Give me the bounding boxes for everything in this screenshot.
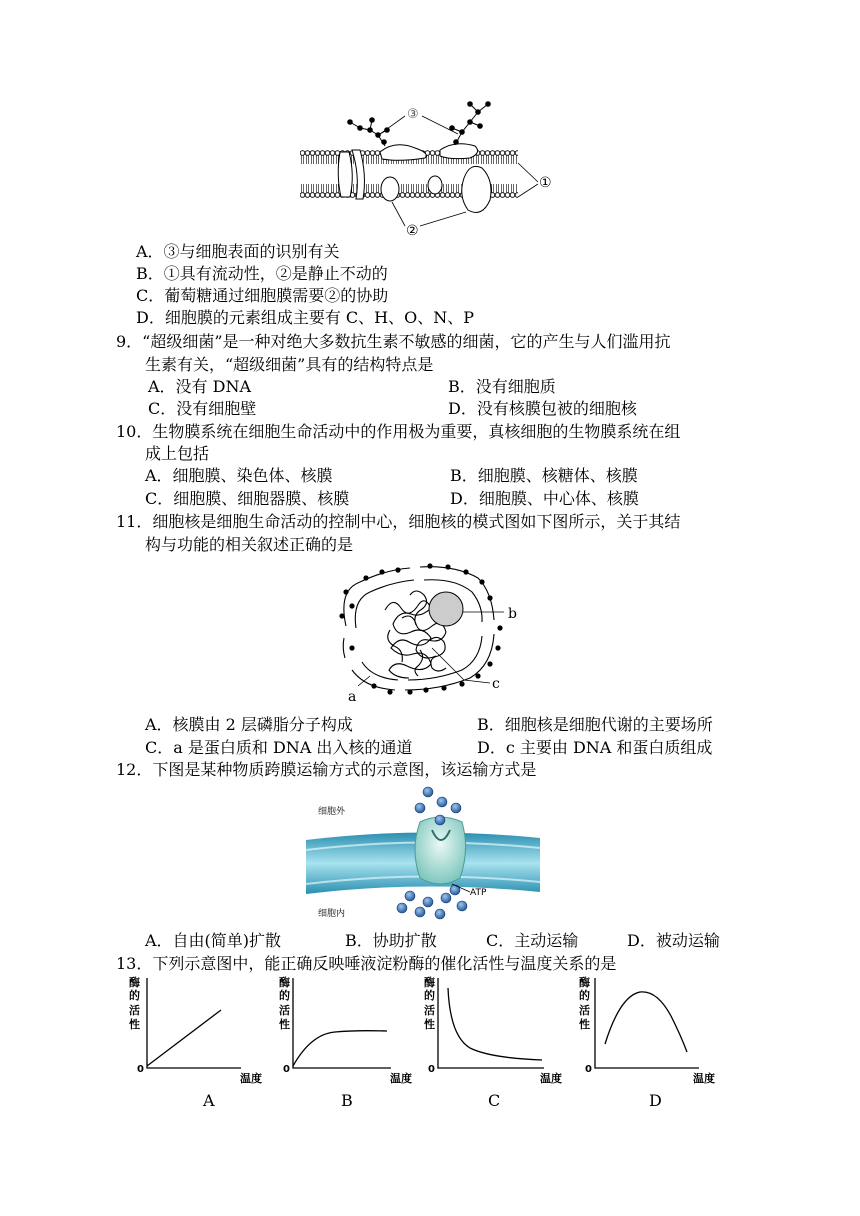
nucleus-label-a: a <box>348 689 357 705</box>
fig8-label-2: ② <box>406 223 419 239</box>
graph-c-label: C <box>488 1091 501 1110</box>
q13-stem: 13．下列示意图中，能正确反映唾液淀粉酶的催化活性与温度关系的是 <box>116 954 617 973</box>
nucleus-label-c: c <box>492 676 500 692</box>
transport-label-atp: ATP <box>470 888 487 898</box>
graph-a-origin: 0 <box>137 1064 144 1075</box>
graph-a-ylabel-2: 的 <box>129 989 140 1002</box>
q11-option-d: D．c 主要由 DNA 和蛋白质组成 <box>477 738 713 757</box>
graph-d-ylabel-3: 活 <box>579 1004 590 1017</box>
graph-a-ylabel-3: 活 <box>129 1004 140 1017</box>
graph-c-ylabel-4: 性 <box>424 1018 435 1031</box>
q8-option-a: A．③与细胞表面的识别有关 <box>136 242 340 261</box>
q11-option-b: B．细胞核是细胞代谢的主要场所 <box>477 715 713 734</box>
graph-d-label: D <box>649 1091 662 1110</box>
graph-b-label: B <box>341 1091 353 1110</box>
q9-option-d: D．没有核膜包被的细胞核 <box>448 399 637 418</box>
q10-stem-line2: 成上包括 <box>145 444 210 463</box>
graph-c <box>420 976 570 1112</box>
graph-a-ylabel-4: 性 <box>129 1018 140 1031</box>
graph-d-xlabel: 温度 <box>693 1072 715 1085</box>
q10-option-c: C．细胞膜、细胞器膜、核膜 <box>145 489 350 508</box>
graph-d-ylabel-1: 酶 <box>579 976 590 989</box>
q10-option-b: B．细胞膜、核糖体、核膜 <box>450 466 638 485</box>
fig8-label-1: ① <box>539 175 552 191</box>
q11-stem-line2: 构与功能的相关叙述正确的是 <box>145 535 354 554</box>
q8-option-b: B．①具有流动性，②是静止不动的 <box>136 264 388 283</box>
q12-stem: 12．下图是某种物质跨膜运输方式的示意图，该运输方式是 <box>116 760 537 779</box>
graph-c-ylabel-3: 活 <box>424 1004 435 1017</box>
q10-option-a: A．细胞膜、染色体、核膜 <box>145 466 333 485</box>
nucleus-label-b: b <box>508 606 517 622</box>
q11-option-a: A．核膜由 2 层磷脂分子构成 <box>145 715 353 734</box>
graph-a-label: A <box>203 1091 215 1110</box>
graph-d-origin: 0 <box>585 1064 592 1075</box>
graph-d-ylabel-4: 性 <box>579 1018 590 1031</box>
graph-c-ylabel-1: 酶 <box>424 976 435 989</box>
q11-option-c: C．a 是蛋白质和 DNA 出入核的通道 <box>145 738 413 757</box>
q9-stem-line2: 生素有关，“超级细菌”具有的结构特点是 <box>145 355 434 374</box>
graph-b-ylabel-4: 性 <box>279 1018 290 1031</box>
graph-b-ylabel-3: 活 <box>279 1004 290 1017</box>
q8-option-c: C．葡萄糖通过细胞膜需要②的协助 <box>136 286 389 305</box>
graph-d <box>575 976 725 1112</box>
graph-a-xlabel: 温度 <box>240 1072 262 1085</box>
transport-label-outside: 细胞外 <box>318 807 346 817</box>
graph-d-ylabel-2: 的 <box>579 989 590 1002</box>
q12-option-b: B．协助扩散 <box>345 931 437 950</box>
graph-b <box>275 976 415 1112</box>
q9-option-a: A．没有 DNA <box>148 377 252 396</box>
graph-b-xlabel: 温度 <box>390 1072 412 1085</box>
graph-b-ylabel-2: 的 <box>279 989 290 1002</box>
q8-option-d: D．细胞膜的元素组成主要有 C、H、O、N、P <box>136 308 474 327</box>
q9-stem-line1: 9．“超级细菌”是一种对绝大多数抗生素不敏感的细菌，它的产生与人们滥用抗 <box>116 332 671 351</box>
q10-option-d: D．细胞膜、中心体、核膜 <box>450 489 639 508</box>
graph-a-ylabel-1: 酶 <box>129 976 140 989</box>
q12-option-d: D．被动运输 <box>627 931 720 950</box>
q12-option-a: A．自由(简单)扩散 <box>145 931 282 950</box>
graph-b-ylabel-1: 酶 <box>279 976 290 989</box>
graph-a <box>125 976 265 1112</box>
q9-option-c: C．没有细胞壁 <box>148 399 257 418</box>
graph-c-ylabel-2: 的 <box>424 989 435 1002</box>
graph-c-origin: 0 <box>428 1064 435 1075</box>
fig8-label-3: ③ <box>407 107 419 122</box>
q10-stem-line1: 10．生物膜系统在细胞生命活动中的作用极为重要，真核细胞的生物膜系统在组 <box>116 422 681 441</box>
q12-option-c: C．主动运输 <box>486 931 579 950</box>
graph-b-origin: 0 <box>283 1064 290 1075</box>
q9-option-b: B．没有细胞质 <box>448 377 556 396</box>
graph-c-xlabel: 温度 <box>540 1072 562 1085</box>
transport-label-inside: 细胞内 <box>318 909 346 919</box>
q11-stem-line1: 11．细胞核是细胞生命活动的控制中心，细胞核的模式图如下图所示，关于其结 <box>116 512 681 531</box>
